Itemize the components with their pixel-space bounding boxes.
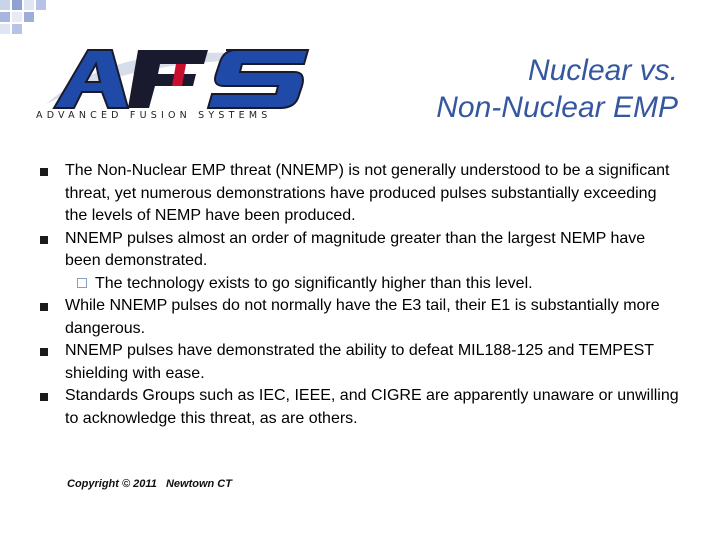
bullet-text: NNEMP pulses have demonstrated the ability to defeat MIL188-125 and TEMPEST shielding with ease. <box>65 342 654 382</box>
logo-subtitle: ADVANCED FUSION SYSTEMS <box>36 110 272 121</box>
bullet-item <box>40 228 680 296</box>
slide-title <box>436 52 678 126</box>
corner-decoration <box>0 0 60 40</box>
logo-letter-f <box>128 50 208 108</box>
square-bullet-icon <box>40 303 48 311</box>
logo-letter-s <box>208 50 308 108</box>
square-bullet-icon <box>40 393 48 401</box>
copyright-footer: Copyright © 2011 Newtown CT <box>67 478 232 490</box>
bullet-item <box>40 295 680 340</box>
bullet-item <box>40 340 680 385</box>
title-line-1: Nuclear vs. <box>527 54 678 87</box>
title-line-2: Non-Nuclear EMP <box>436 91 678 124</box>
hollow-square-bullet-icon <box>77 278 87 288</box>
bullet-text: NNEMP pulses almost an order of magnitude greater than the largest NEMP have been demonstrated. <box>65 229 646 269</box>
square-bullet-icon <box>40 236 48 244</box>
square-bullet-icon <box>40 168 48 176</box>
bullet-text: Standards Groups such as IEC, IEEE, and CIGRE are apparently unaware or unwilling to acknowledge this threat, as are others. <box>65 387 679 427</box>
bullet-text: While NNEMP pulses do not normally have the E3 tail, their E1 is substantially more dangerous. <box>65 297 660 337</box>
sub-bullet-item <box>77 273 680 296</box>
bullet-item <box>40 385 680 430</box>
bullet-text: The Non-Nuclear EMP threat (NNEMP) is not generally understood to be a significant threat, yet numerous demonstrations have produced pulses substantially exceeding the levels of NEMP have been produced. <box>65 162 670 224</box>
sub-bullet-text: The technology exists to go significantly higher than this level. <box>95 274 533 292</box>
square-bullet-icon <box>40 348 48 356</box>
bullet-item <box>40 160 680 228</box>
bullet-list <box>40 160 680 430</box>
